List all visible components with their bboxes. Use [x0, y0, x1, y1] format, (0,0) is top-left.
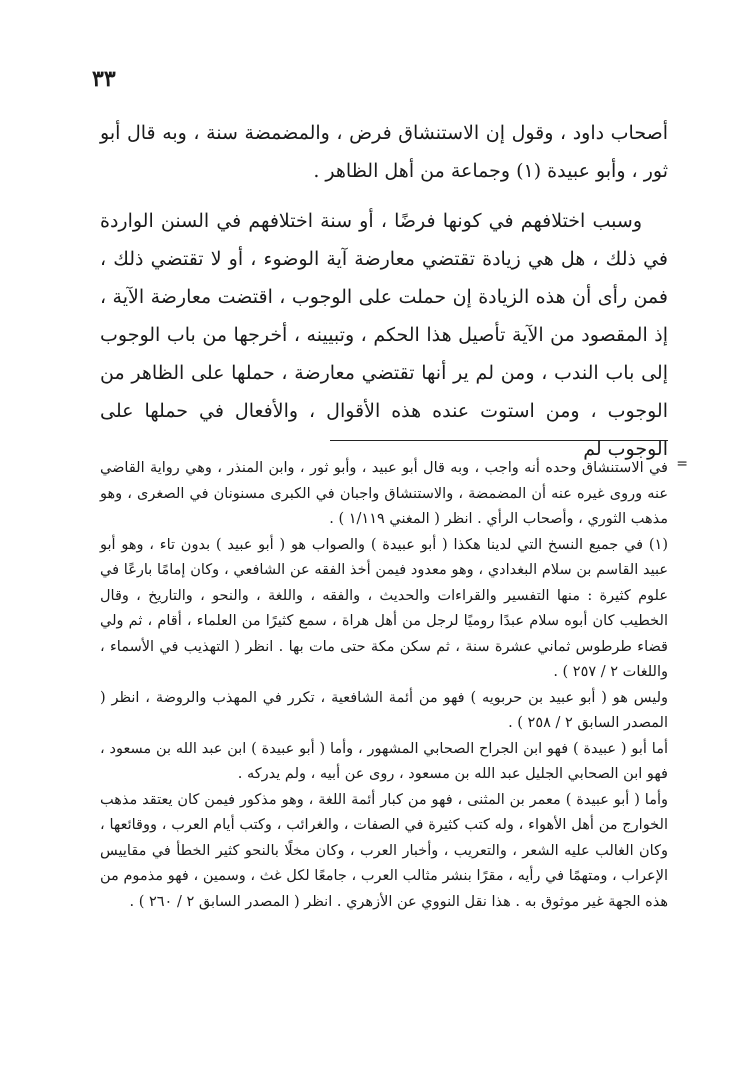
page-number: ٣٣	[92, 66, 116, 92]
main-paragraph: وسبب اختلافهم في كونها فرضًا ، أو سنة اختلافهم في السنن الواردة في ذلك ، هل هي زيادة تقتضي معارضة آية الوضوء ، أو لا تقتضي ذلك ، فمن رأى أن هذه الزيادة إن حملت على الوجوب ، اقتضت معارضة الآية ، إذ المقصود من الآية تأصيل هذا الحكم ، وتبيينه ، أخرجها من باب الوجوب إلى باب الندب ، ومن لم ير أنها تقتضي معارضة ، حملها على الظاهر من الوجوب ، ومن استوت عنده هذه الأقوال ، والأفعال في حملها على الوجوب لم	[100, 210, 668, 460]
footnote-continuation-block	[100, 456, 688, 533]
footnote-separator	[330, 440, 668, 441]
footnote-item: (١) في جميع النسخ التي لدينا هكذا ( أبو عبيدة ) والصواب هو ( أبو عبيد ) بدون تاء ، وهو أبو عبيد القاسم بن سلام البغدادي ، وهو معدود فيمن أخذ الفقه عن الشافعي ، وكان إمامًا بارعًا في علوم كثيرة : منها التفسير والقراءات والحديث ، والفقه ، واللغة ، والنحو ، والتاريخ ، وقال الخطيب كان أبوه سلام عبدًا روميًا لرجل من أهل هراة ، سمع كثيرًا من العلماء ، أقام ، ثم ولي قضاء طرطوس ثماني عشرة سنة ، ثم سكن مكة حتى مات بها . انظر ( التهذيب في الأسماء ، واللغات ٢ / ٢٥٧ ) .	[100, 536, 668, 680]
footnote-item: وليس هو ( أبو عبيد بن حربويه ) فهو من أئمة الشافعية ، تكرر في المهذب والروضة ، انظر ( المصدر السابق ٢ / ٢٥٨ ) .	[100, 689, 668, 731]
footnotes	[100, 456, 688, 915]
main-paragraph: أصحاب داود ، وقول إن الاستنشاق فرض ، والمضمضة سنة ، وبه قال أبو ثور ، وأبو عبيدة (١) وجماعة من أهل الظاهر .	[100, 122, 668, 182]
footnote-continuation: في الاستنشاق وحده أنه واجب ، وبه قال أبو عبيد ، وأبو ثور ، وابن المنذر ، وهي رواية القاضي عنه وروى غيره عنه أن المضمضة ، والاستنشاق واجبان في الكبرى مسنونان في الصغرى ، وهو مذهب الثوري ، وأصحاب الرأي . انظر ( المغني ١/١١٩ ) .	[100, 460, 668, 527]
footnote-item: أما أبو ( عبيدة ) فهو ابن الجراح الصحابي المشهور ، وأما ( أبو عبيدة ) ابن عبد الله بن مسعود ، فهو ابن الصحابي الجليل عبد الله بن مسعود ، روى عن أبيه ، ولم يدركه .	[100, 740, 668, 782]
main-text	[100, 114, 668, 468]
continuation-mark: =	[676, 456, 688, 472]
footnote-item: وأما ( أبو عبيدة ) معمر بن المثنى ، فهو من كبار أئمة اللغة ، وهو مذكور فيمن كان يعتقد مذهب الخوارج من أهل الأهواء ، وله كتب كثيرة في الصفات ، والغرائب ، وكتب أيام العرب ، ووقائعها ، وكان الغالب عليه الشعر ، والتعريب ، وأخبار العرب ، وكان مخلًا بالنحو كثير الخطأ في مقاييس الإعراب ، ومتهمًا في رأيه ، مقرًا بنشر مثالب العرب ، جامعًا لكل غث ، وسمين ، فهو مذموم من هذه الجهة غير موثوق به . هذا نقل النووي عن الأزهري . انظر ( المصدر السابق ٢ / ٢٦٠ ) .	[100, 791, 668, 910]
